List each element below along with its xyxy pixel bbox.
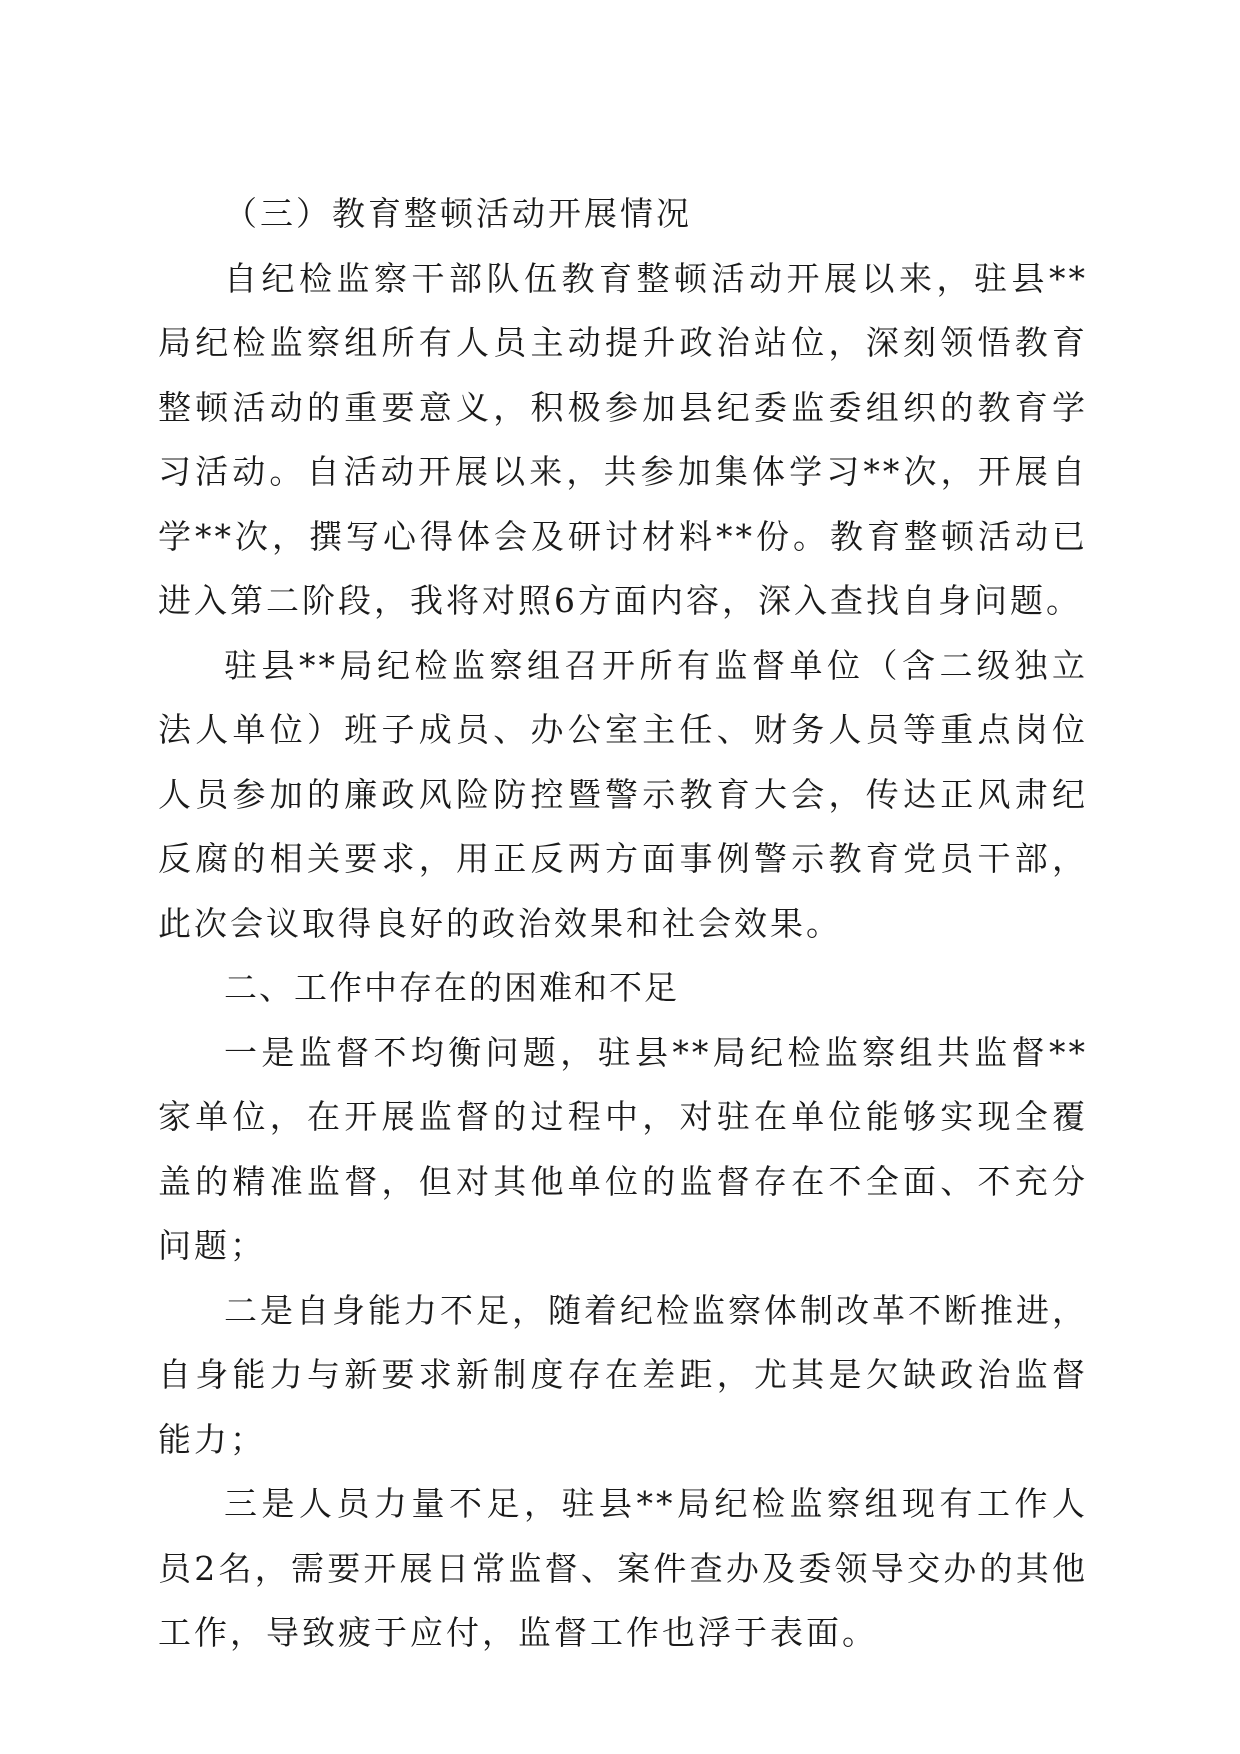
section-heading-education-rectification: （三）教育整顿活动开展情况	[224, 194, 692, 233]
section-heading-difficulties: 二、工作中存在的困难和不足	[224, 968, 679, 1007]
paragraph-uneven-supervision: 一是监督不均衡问题，驻县**局纪检监察组共监督**家单位，在开展监督的过程中，对驻在单位能够实现全覆盖的精准监督，但对其他单位的监督存在不全面、不充分问题；	[158, 1032, 1088, 1265]
paragraph-insufficient-ability: 二是自身能力不足，随着纪检监察体制改革不断推进，自身能力与新要求新制度存在差距，尤其是欠缺政治监督能力；	[158, 1290, 1088, 1459]
paragraph-warning-education-meeting: 驻县**局纪检监察组召开所有监督单位（含二级独立法人单位）班子成员、办公室主任、财务人员等重点岗位人员参加的廉政风险防控暨警示教育大会，传达正风肃纪反腐的相关要求，用正反两方面事例警示教育党员干部，此次会议取得良好的政治效果和社会效果。	[158, 645, 1088, 943]
document-body	[158, 182, 1088, 1666]
paragraph-education-activities: 自纪检监察干部队伍教育整顿活动开展以来，驻县**局纪检监察组所有人员主动提升政治站位，深刻领悟教育整顿活动的重要意义，积极参加县纪委监委组织的教育学习活动。自活动开展以来，共参加集体学习**次，开展自学**次，撰写心得体会及研讨材料**份。教育整顿活动已进入第二阶段，我将对照6方面内容，深入查找自身问题。	[158, 258, 1088, 620]
paragraph-insufficient-staff: 三是人员力量不足，驻县**局纪检监察组现有工作人员2名，需要开展日常监督、案件查办及委领导交办的其他工作，导致疲于应付，监督工作也浮于表面。	[158, 1484, 1088, 1652]
